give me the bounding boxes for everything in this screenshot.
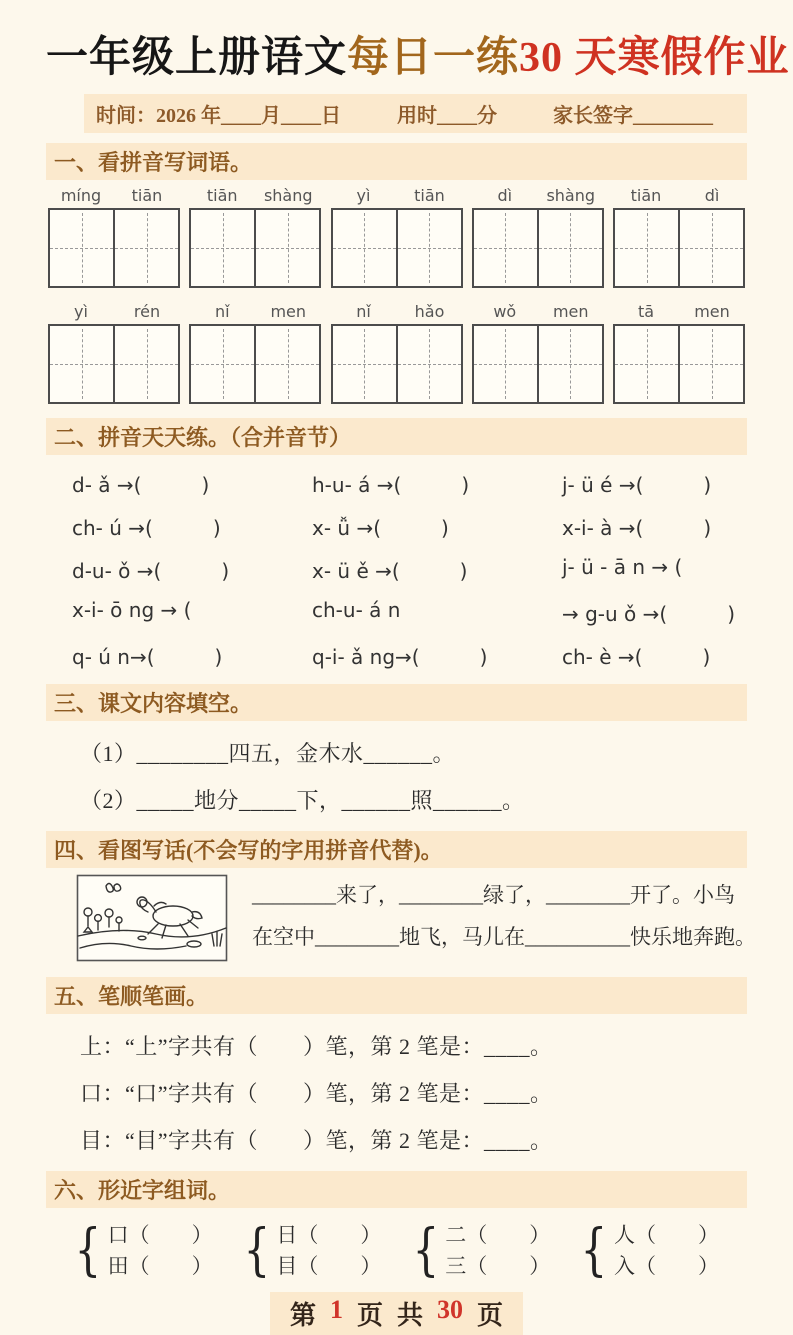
writing-grid-pair <box>331 324 463 404</box>
meta-date-field: 时间：2026 年____月____日 <box>96 105 341 128</box>
merge-item: ch- è →( ) <box>562 645 711 670</box>
writing-cell <box>537 210 602 286</box>
writing-cell <box>615 326 678 402</box>
writing-cell <box>474 210 537 286</box>
page-footer <box>46 1292 747 1335</box>
writing-cell <box>396 326 461 402</box>
merge-item: → g-u ǒ →( ) <box>562 602 736 627</box>
stroke-order-line: 口：“口”字共有（ ）笔，第 2 笔是：____。 <box>80 1081 553 1107</box>
pinyin-labels: yì rén <box>74 302 161 322</box>
pinyin-word-block <box>472 186 604 288</box>
section1-heading: 一、看拼音写词语。 <box>46 143 747 180</box>
section2-heading: 二、拼音天天练。（合并音节） <box>46 418 747 455</box>
word-blank: 目（ ） <box>276 1254 382 1279</box>
pinyin-word-block <box>472 302 604 404</box>
brace-glyph: { <box>412 1218 439 1284</box>
footer-text: 页 <box>477 1301 504 1331</box>
title-homework-part: 30 天寒假作业 <box>519 35 790 81</box>
pinyin-labels: yì tiān <box>356 186 445 206</box>
merge-item: ch-u- á n <box>312 598 401 623</box>
merge-item: ch- ú →( ) <box>72 516 221 541</box>
footer-text: 页 <box>356 1301 383 1331</box>
writing-cell <box>678 326 743 402</box>
writing-grid-pair <box>48 208 180 288</box>
pinyin-word-block <box>613 186 745 288</box>
writing-cell <box>50 326 113 402</box>
brace-glyph: { <box>243 1218 270 1284</box>
pinyin-labels: wǒ men <box>493 302 589 322</box>
syllable-merge-row <box>46 512 747 541</box>
merge-item: h-u- á →( ) <box>312 473 470 498</box>
page-number-band <box>270 1292 523 1335</box>
brace-group <box>576 1220 719 1282</box>
title-grade-part: 一年级上册语文 <box>46 35 348 81</box>
section3-heading: 三、课文内容填空。 <box>46 684 747 721</box>
meta-band <box>84 94 747 133</box>
writing-grid-pair <box>189 324 321 404</box>
footer-text: 共 <box>397 1301 424 1331</box>
section4-heading: 四、看图写话(不会写的字用拼音代替)。 <box>46 831 747 868</box>
current-page-number: 1 <box>329 1295 343 1325</box>
word-blank: 三（ ） <box>445 1254 551 1279</box>
pinyin-labels: míng tiān <box>60 186 163 206</box>
meta-duration-field: 用时____分 <box>397 105 497 128</box>
fill-blank-line: ________来了，________绿了，________开了。小鸟 <box>252 883 735 908</box>
writing-cell <box>191 210 254 286</box>
word-blank: 田（ ） <box>107 1254 213 1279</box>
stroke-order-line: 目：“目”字共有（ ）笔，第 2 笔是：____。 <box>80 1128 553 1154</box>
merge-item: x-i- à →( ) <box>562 516 712 541</box>
section6-heading: 六、形近字组词。 <box>46 1171 747 1208</box>
stroke-order-line: 上：“上”字共有（ ）笔，第 2 笔是：____。 <box>80 1034 553 1060</box>
writing-cell <box>113 210 178 286</box>
pinyin-labels: tā men <box>637 302 730 322</box>
writing-cell <box>113 326 178 402</box>
merge-item: j- ü é →( ) <box>562 473 712 498</box>
word-blank: 人（ ） <box>613 1223 719 1248</box>
fill-blank-line: 在空中________地飞，马儿在__________快乐地奔跑。 <box>252 925 756 950</box>
syllable-merge-row <box>46 469 747 498</box>
pinyin-labels: nǐ hǎo <box>356 302 445 322</box>
pinyin-word-block <box>48 302 180 404</box>
merge-item: x-i- ō ng → ( <box>72 598 192 623</box>
syllable-merge-row <box>46 555 747 584</box>
merge-item: x- ǚ →( ) <box>312 516 449 541</box>
fill-blank-line: （1）________四五，金木水______。 <box>80 741 456 767</box>
word-blank: 入（ ） <box>613 1254 719 1279</box>
total-page-number: 30 <box>437 1295 464 1325</box>
writing-grid-pair <box>189 208 321 288</box>
pinyin-word-block <box>331 186 463 288</box>
pinyin-word-block <box>48 186 180 288</box>
brace-group <box>70 1220 213 1282</box>
section5-heading: 五、笔顺笔画。 <box>46 977 747 1014</box>
merge-item: x- ü ě →( ) <box>312 559 468 584</box>
brace-group <box>239 1220 382 1282</box>
writing-grid-pair <box>613 324 745 404</box>
merge-item: q-i- ǎ ng→( ) <box>312 645 488 670</box>
writing-cell <box>333 210 396 286</box>
writing-cell <box>254 326 319 402</box>
title-practice-part: 每日一练 <box>347 35 520 81</box>
page-title <box>46 34 790 82</box>
pinyin-labels: nǐ men <box>214 302 307 322</box>
writing-grid-pair <box>472 324 604 404</box>
brace-glyph: { <box>74 1218 102 1284</box>
merge-item: q- ú n→( ) <box>72 645 223 670</box>
word-blank: 二（ ） <box>445 1223 551 1248</box>
writing-cell <box>615 210 678 286</box>
writing-grid-pair <box>472 208 604 288</box>
meta-signature-field: 家长签字________ <box>553 105 713 128</box>
syllable-merge-row <box>46 598 747 627</box>
pinyin-word-block <box>189 186 321 288</box>
pinyin-grid-row-1 <box>48 186 745 288</box>
pinyin-labels: dì shàng <box>497 186 596 206</box>
near-form-words-row <box>46 1214 747 1282</box>
merge-item: d-u- ǒ →( ) <box>72 559 230 584</box>
horse-illustration <box>76 874 228 967</box>
picture-writing-lines <box>252 874 756 958</box>
brace-glyph: { <box>580 1218 608 1284</box>
pinyin-word-block <box>613 302 745 404</box>
writing-cell <box>678 210 743 286</box>
word-blank: 口（ ） <box>107 1223 213 1248</box>
pinyin-grid-row-2 <box>48 302 745 404</box>
pinyin-labels: tiān dì <box>630 186 720 206</box>
pinyin-labels: tiān shàng <box>206 186 313 206</box>
writing-cell <box>254 210 319 286</box>
writing-grid-pair <box>331 208 463 288</box>
writing-grid-pair <box>48 324 180 404</box>
writing-cell <box>396 210 461 286</box>
picture-writing-block <box>46 874 756 967</box>
writing-cell <box>537 326 602 402</box>
footer-text: 第 <box>289 1301 316 1331</box>
word-blank: 日（ ） <box>276 1223 382 1248</box>
writing-cell <box>50 210 113 286</box>
syllable-merge-row <box>46 641 747 670</box>
pinyin-word-block <box>189 302 321 404</box>
merge-item: j- ü - ā n → ( <box>562 555 683 580</box>
writing-cell <box>191 326 254 402</box>
brace-group <box>408 1220 551 1282</box>
writing-cell <box>474 326 537 402</box>
writing-grid-pair <box>613 208 745 288</box>
merge-item: d- ǎ →( ) <box>72 473 210 498</box>
writing-cell <box>333 326 396 402</box>
fill-blank-line: （2）_____地分_____下，______照______。 <box>80 788 525 814</box>
pinyin-word-block <box>331 302 463 404</box>
